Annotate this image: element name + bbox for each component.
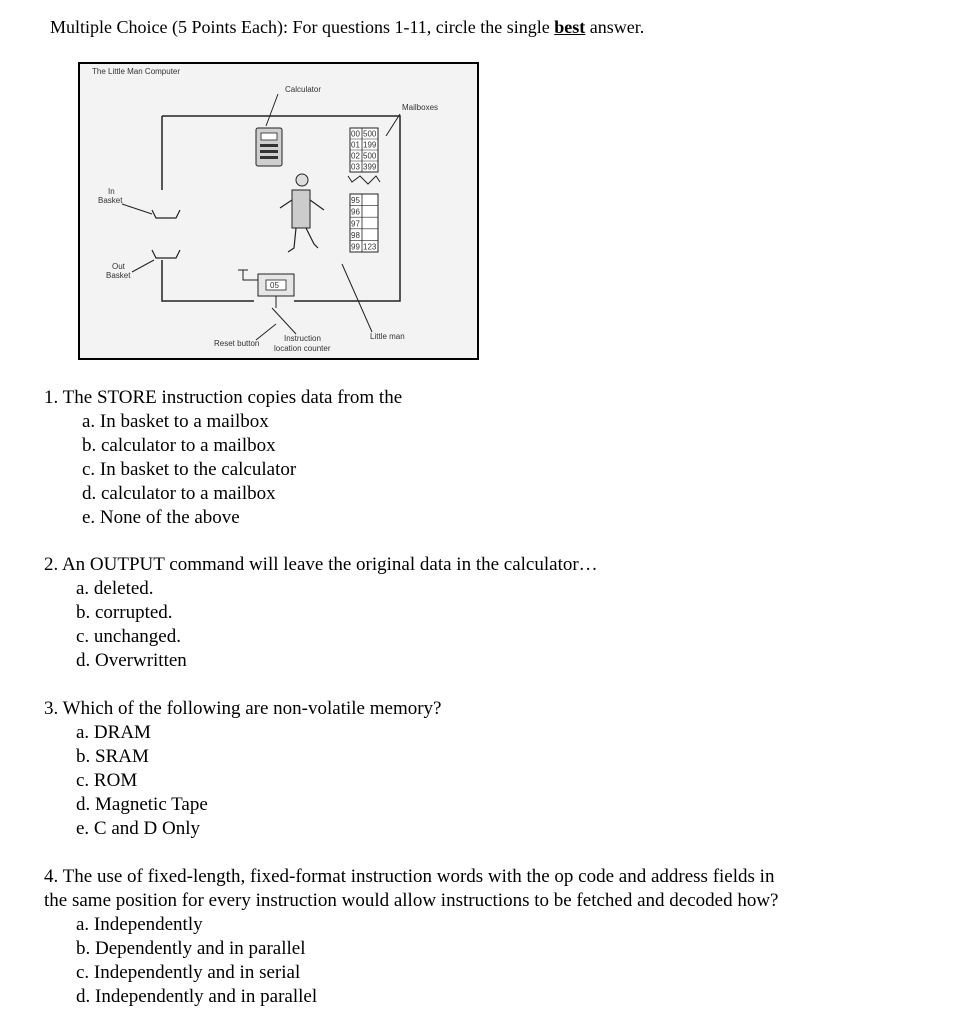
instruction-pointer: [272, 308, 296, 334]
instruction-location-counter: [238, 270, 294, 308]
mailbox-address: 98: [351, 230, 360, 240]
mailbox-address: 97: [351, 219, 360, 229]
calculator-label: Calculator: [285, 85, 322, 94]
option-b[interactable]: b. calculator to a mailbox: [82, 435, 276, 456]
header-emphasis: best: [554, 17, 586, 37]
question-2: [44, 553, 598, 673]
out-basket-label-1: Out: [112, 262, 125, 271]
option-d[interactable]: d. Independently and in parallel: [76, 986, 318, 1007]
instruction-label-2: location counter: [274, 344, 331, 353]
mailbox-value: 500: [363, 151, 377, 161]
mailbox-value: 500: [363, 129, 377, 139]
header-prefix: Multiple Choice (5 Points Each): For questions 1-11, circle the single: [50, 17, 555, 37]
mailbox-address: 95: [351, 196, 360, 206]
header-suffix: answer.: [585, 17, 645, 37]
mailbox-address: 99: [351, 242, 360, 252]
option-d[interactable]: d. calculator to a mailbox: [82, 483, 276, 504]
option-list: [44, 913, 778, 1009]
mailbox-value: 199: [363, 140, 377, 150]
option-c[interactable]: c. Independently and in serial: [76, 962, 301, 983]
instruction-label-1: Instruction: [284, 334, 321, 343]
out-basket-pointer: [132, 260, 154, 272]
in-basket-label-2: Basket: [98, 196, 123, 205]
question-text: 3. Which of the following are non-volatile memory?: [44, 698, 442, 719]
option-a[interactable]: a. In basket to a mailbox: [82, 411, 269, 432]
little-man-computer-diagram: [80, 64, 479, 360]
option-e[interactable]: e. None of the above: [82, 507, 240, 528]
question-text-line-1: 4. The use of fixed-length, fixed-format instruction words with the op code and address fields in: [44, 866, 775, 887]
little-man-computer-figure: [78, 62, 479, 360]
option-b[interactable]: b. SRAM: [76, 746, 149, 767]
out-basket-label-2: Basket: [106, 271, 131, 280]
calculator-pointer: [266, 94, 278, 126]
option-d[interactable]: d. Magnetic Tape: [76, 794, 208, 815]
option-a[interactable]: a. deleted.: [76, 578, 154, 599]
option-b[interactable]: b. corrupted.: [76, 602, 173, 623]
in-basket-pointer: [122, 204, 152, 214]
instructions-header: [50, 17, 644, 38]
option-c[interactable]: c. ROM: [76, 770, 138, 791]
option-list: [44, 721, 441, 841]
option-list: [44, 410, 402, 530]
figure-title: The Little Man Computer: [92, 67, 181, 76]
out-basket: [152, 250, 180, 258]
little-man-pointer: [342, 264, 372, 332]
question-1: [44, 386, 402, 530]
in-basket-label-1: In: [108, 187, 115, 196]
mailbox-address: 01: [351, 140, 360, 150]
option-c[interactable]: c. In basket to the calculator: [82, 459, 297, 480]
question-text: 1. The STORE instruction copies data from the: [44, 387, 403, 408]
little-man-label: Little man: [370, 332, 405, 341]
option-list: [44, 577, 598, 673]
in-basket: [152, 210, 180, 218]
mailbox-address: 96: [351, 207, 360, 217]
question-text: 2. An OUTPUT command will leave the original data in the calculator…: [44, 554, 598, 575]
option-e[interactable]: e. C and D Only: [76, 818, 201, 839]
option-c[interactable]: c. unchanged.: [76, 626, 181, 647]
mailbox-address: 00: [351, 129, 360, 139]
question-3: [44, 697, 441, 841]
counter-value: 05: [270, 281, 279, 290]
option-b[interactable]: b. Dependently and in parallel: [76, 938, 306, 959]
reset-button-label: Reset button: [214, 339, 260, 348]
question-4: [44, 865, 778, 1009]
reset-pointer: [256, 324, 276, 340]
option-a[interactable]: a. DRAM: [76, 722, 151, 743]
mailbox-address: 03: [351, 162, 360, 172]
mailboxes-grid: [348, 128, 380, 252]
option-d[interactable]: d. Overwritten: [76, 650, 187, 671]
calculator: [256, 128, 282, 166]
mailboxes-pointer: [386, 114, 400, 136]
option-a[interactable]: a. Independently: [76, 914, 203, 935]
little-man-figure: [280, 174, 324, 252]
mailbox-value: 123: [363, 242, 377, 252]
question-text-line-2: the same position for every instruction would allow instructions to be fetched and decoded how?: [44, 890, 779, 911]
mailboxes-label: Mailboxes: [402, 103, 439, 112]
mailbox-address: 02: [351, 151, 360, 161]
mailbox-value: 399: [363, 162, 377, 172]
